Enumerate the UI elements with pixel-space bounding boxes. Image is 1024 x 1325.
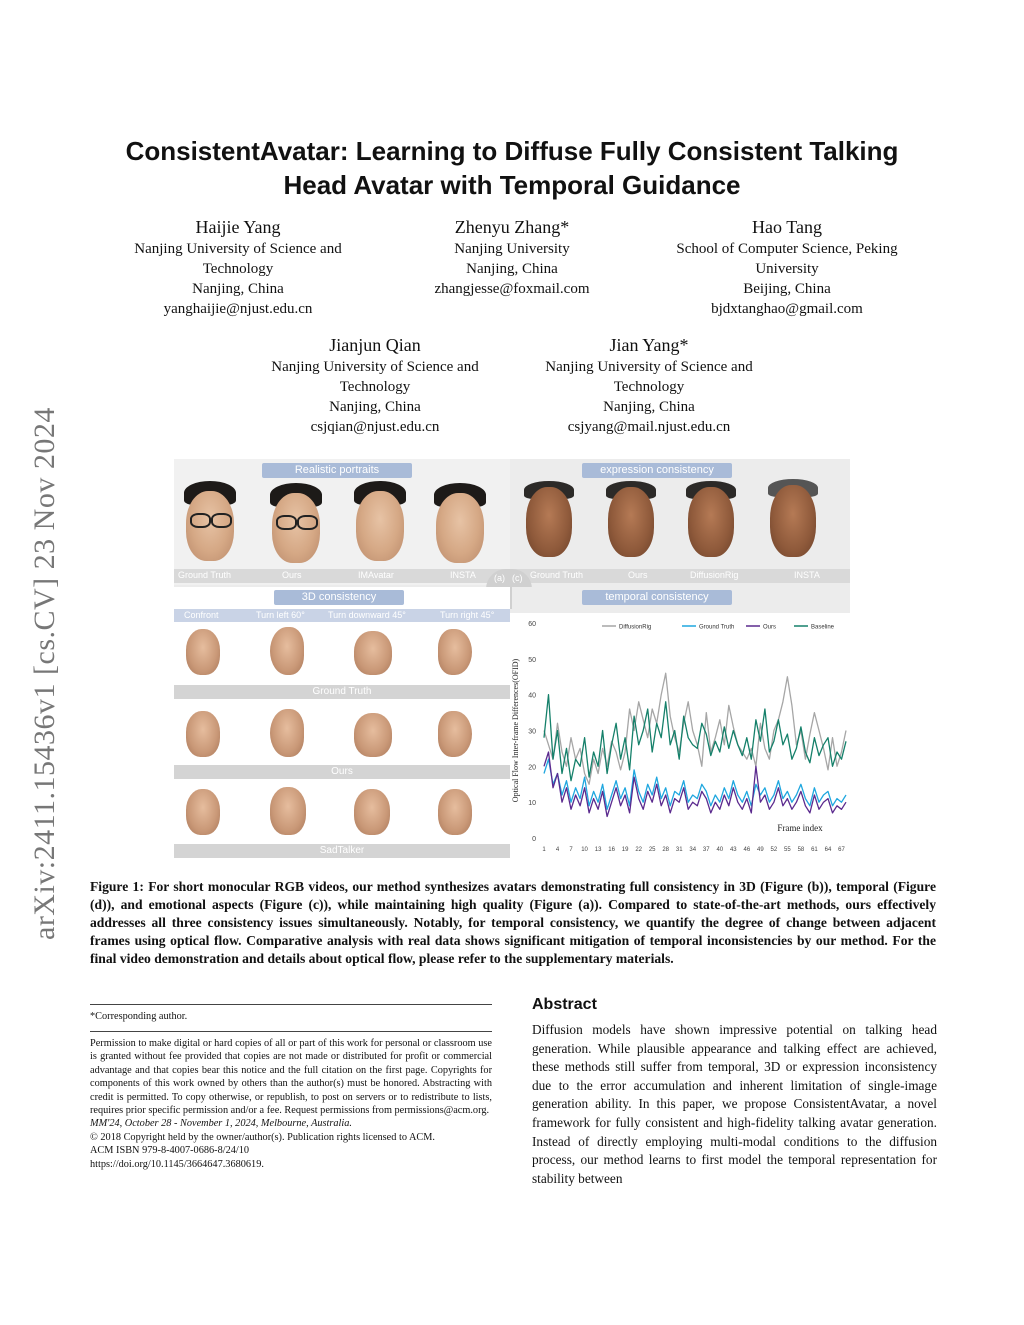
- view-label: Turn left 60°: [256, 610, 305, 620]
- author-block: [652, 216, 922, 319]
- x-tick-label: 49: [757, 847, 764, 853]
- face-shape: [526, 487, 572, 557]
- face-shape: [186, 789, 220, 835]
- x-tick-label: 58: [797, 847, 805, 853]
- method-label: Ground Truth: [178, 570, 232, 580]
- panel-expression-consistency: [512, 459, 850, 585]
- method-label: DiffusionRig: [690, 570, 739, 580]
- legend-entry: Ours: [763, 624, 777, 631]
- x-tick-label: 10: [581, 847, 588, 853]
- author-name: Hao Tang: [752, 217, 822, 237]
- tag-a: (a): [494, 573, 505, 583]
- x-tick-label: 43: [729, 847, 737, 853]
- author-block: [108, 216, 368, 319]
- author-affiliation: Nanjing University of Science and: [271, 359, 479, 375]
- face-shape: [270, 787, 306, 835]
- ofid-line-chart: [510, 613, 850, 858]
- y-tick-label: 20: [528, 764, 536, 772]
- view-label: Turn downward 45°: [328, 610, 406, 620]
- y-tick-label: 50: [528, 656, 536, 664]
- y-axis-label: Optical Flow Inter-frame Differences(OFID): [511, 658, 520, 803]
- y-tick-label: 40: [528, 692, 536, 700]
- copyright-line: © 2018 Copyright held by the owner/author(s). Publication rights licensed to ACM.: [90, 1131, 436, 1143]
- x-tick-label: 22: [635, 847, 643, 853]
- face-shape: [688, 487, 734, 557]
- abstract-heading: Abstract: [532, 996, 597, 1013]
- author-affiliation: University: [755, 261, 819, 277]
- author-affiliation: Nanjing University: [454, 241, 570, 257]
- x-tick-label: 67: [838, 847, 845, 853]
- method-label: IMAvatar: [358, 570, 394, 580]
- author-block: [519, 334, 779, 437]
- face-shape: [354, 789, 390, 835]
- author-email[interactable]: zhangjesse@foxmail.com: [434, 281, 590, 297]
- author-block: [392, 216, 632, 299]
- author-affiliation: Technology: [613, 379, 685, 395]
- author-affiliation: School of Computer Science, Peking: [676, 241, 898, 257]
- method-label: INSTA: [450, 570, 476, 580]
- author-location: Nanjing, China: [329, 399, 421, 415]
- author-location: Nanjing, China: [603, 399, 695, 415]
- panel-a-title: Realistic portraits: [262, 463, 412, 478]
- method-label: Ours: [628, 570, 648, 580]
- face-shape: [270, 709, 304, 757]
- panel-3d-consistency: [174, 587, 510, 858]
- y-tick-label: 0: [532, 836, 536, 843]
- x-tick-label: 25: [648, 847, 656, 853]
- panel-temporal-consistency-header: [512, 587, 850, 613]
- face-shape: [436, 493, 484, 563]
- x-tick-label: 40: [716, 847, 724, 853]
- panel-b-title: 3D consistency: [274, 590, 404, 605]
- abstract-text: Diffusion models have shown impressive potential on talking head generation. While plausible appearance and talking effect are achieved, these methods still suffer from temporal, 3D or expression inconsistency due to the error accumulation and inherent limitation of single-image generation ability. In this paper, we propose ConsistentAvatar, a novel framework for fully consistent and high-fidelity talking avatar generation. Instead of directly employing multi-modal conditions to the diffusion process, our method learns to first model the temporal representation for stability between: [532, 1022, 937, 1186]
- author-name: Jian Yang*: [609, 335, 689, 355]
- corresponding-author-note: *Corresponding author.: [90, 1011, 188, 1022]
- row-label: Ours: [174, 765, 510, 779]
- author-affiliation: Technology: [339, 379, 411, 395]
- x-tick-label: 46: [743, 847, 751, 853]
- face-shape: [608, 487, 654, 557]
- face-shape: [186, 711, 220, 757]
- face-shape: [770, 485, 816, 557]
- y-tick-label: 30: [528, 728, 536, 736]
- panel-a-label-strip: [174, 569, 510, 583]
- y-tick-label: 60: [528, 621, 536, 628]
- face-shape: [438, 711, 472, 757]
- x-tick-label: 7: [569, 847, 573, 853]
- x-tick-label: 64: [824, 847, 832, 853]
- venue-line: MM'24, October 28 - November 1, 2024, Melbourne, Australia.: [90, 1118, 352, 1130]
- arxiv-stamp: [22, 345, 68, 940]
- author-location: Nanjing, China: [192, 281, 284, 297]
- author-affiliation: Nanjing University of Science and: [545, 359, 753, 375]
- face-shape: [356, 491, 404, 561]
- permission-block: [90, 1037, 492, 1171]
- x-tick-label: 34: [689, 847, 697, 853]
- legend-entry: Ground Truth: [699, 624, 735, 631]
- x-tick-label: 55: [784, 847, 791, 853]
- x-axis-label: Frame index: [777, 823, 823, 833]
- view-label: Confront: [184, 610, 219, 620]
- x-tick-label: 13: [594, 847, 602, 853]
- glasses-icon: [297, 515, 318, 530]
- panel-realistic-portraits: [174, 459, 510, 585]
- arxiv-stamp-text: arXiv:2411.15436v1 [cs.CV] 23 Nov 2024: [28, 407, 61, 940]
- face-shape: [186, 629, 220, 675]
- permission-divider: [90, 1031, 492, 1032]
- view-label: Turn right 45°: [440, 610, 495, 620]
- glasses-icon: [190, 513, 211, 528]
- x-tick-label: 19: [621, 847, 629, 853]
- x-tick-label: 31: [675, 847, 683, 853]
- author-name: Zhenyu Zhang*: [454, 217, 570, 237]
- author-name: Haijie Yang: [195, 217, 281, 237]
- author-affiliation: Technology: [202, 261, 274, 277]
- panel-b-column-strip: [174, 609, 510, 622]
- x-tick-label: 16: [608, 847, 615, 853]
- x-tick-label: 4: [555, 847, 560, 853]
- tag-c: (c): [512, 573, 523, 583]
- author-email[interactable]: bjdxtanghao@gmail.com: [711, 301, 863, 317]
- author-location: Beijing, China: [743, 281, 831, 297]
- title-line-1: ConsistentAvatar: Learning to Diffuse Fully Consistent Talking: [125, 136, 899, 166]
- teaser-figure: [174, 459, 850, 858]
- method-label: Ours: [282, 570, 302, 580]
- x-tick-label: 37: [702, 847, 710, 853]
- glasses-icon: [276, 515, 297, 530]
- author-block: [245, 334, 505, 437]
- paper-title: [80, 134, 944, 202]
- figure-caption: Figure 1: For short monocular RGB videos, our method synthesizes avatars demonstrating full consistency in 3D (Figure (b)), temporal (Figure (d)), and emotional aspects (Figure (c)), while maintaining high quality (Figure (a)). Compared to state-of-the-art methods, ours effectively addresses all three consistency issues simultaneously. Notably, for temporal consistency, we quantify the degree of change between adjacent frames using optical flow. Comparative analysis with real data shows significant mitigation of temporal inconsistencies by our method. For the final video demonstration and details about optical flow, please refer to the supplementary materials.: [90, 879, 936, 966]
- chart-svg: [510, 613, 850, 858]
- method-label: INSTA: [794, 570, 820, 580]
- x-tick-label: 28: [662, 847, 670, 853]
- permission-text: Permission to make digital or hard copies of all or part of this work for personal or classroom use is granted without fee provided that copies are not made or distributed for profit or commercial advantage and that copies bear this notice and the full citation on the first page. Copyrights for components of this work owned by others than the author(s) must be honored. Abstracting with credit is permitted. To copy otherwise, or republish, to post on servers or to redistribute to lists, requires prior specific permission and/or a fee. Request permissions from permissions@acm.org.: [90, 1038, 492, 1117]
- legend-entry: DiffusionRig: [619, 624, 652, 631]
- face-shape: [438, 789, 472, 835]
- panel-c-title: expression consistency: [582, 463, 732, 478]
- face-shape: [438, 629, 472, 675]
- doi-link[interactable]: https://doi.org/10.1145/3664647.3680619.: [90, 1158, 264, 1170]
- method-label: Ground Truth: [530, 570, 584, 580]
- row-label: Ground Truth: [174, 685, 510, 699]
- glasses-icon: [211, 513, 232, 528]
- row-label: SadTalker: [174, 844, 510, 858]
- author-location: Nanjing, China: [466, 261, 558, 277]
- panel-c-label-strip: [512, 569, 850, 583]
- face-shape: [354, 631, 392, 675]
- title-line-2: Head Avatar with Temporal Guidance: [283, 170, 741, 200]
- author-email[interactable]: csjqian@njust.edu.cn: [310, 419, 440, 435]
- x-tick-label: 52: [770, 847, 778, 853]
- face-shape: [270, 627, 304, 675]
- author-email[interactable]: csjyang@mail.njust.edu.cn: [567, 419, 731, 435]
- author-name: Jianjun Qian: [329, 335, 421, 355]
- panel-d-title: temporal consistency: [582, 590, 732, 605]
- isbn-line: ACM ISBN 979-8-4007-0686-8/24/10: [90, 1145, 250, 1157]
- face-shape: [354, 713, 392, 757]
- legend-entry: Baseline: [811, 624, 835, 631]
- y-tick-label: 10: [528, 800, 536, 808]
- x-tick-label: 61: [811, 847, 818, 853]
- x-tick-label: 1: [542, 847, 546, 853]
- author-email[interactable]: yanghaijie@njust.edu.cn: [163, 301, 313, 317]
- author-affiliation: Nanjing University of Science and: [134, 241, 342, 257]
- footnote-divider: [90, 1004, 492, 1005]
